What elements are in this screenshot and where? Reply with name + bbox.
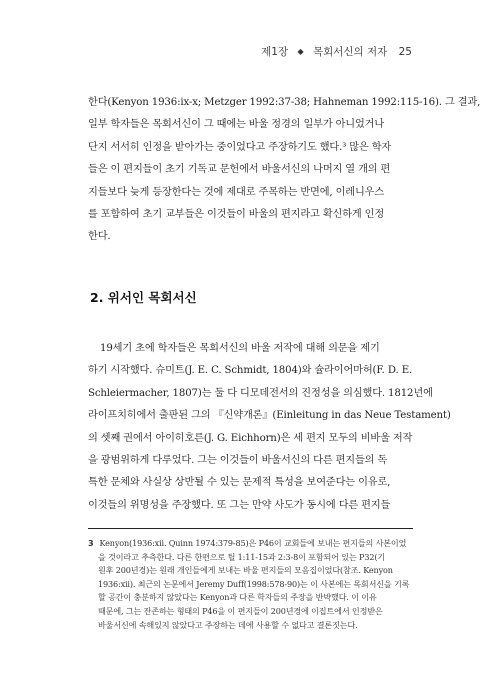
footnote-line: 1936:xii). 최근의 논문에서 Jeremy Duff(1998:578-90)는 이 사본에는 목회서신을 기록 <box>98 578 410 589</box>
paragraph-continuation <box>88 92 480 249</box>
text-line: 을 광범위하게 다루었다. 그는 이것들이 바울서신의 다른 편지들의 독 <box>88 454 388 466</box>
footnote-line: 때문에, 그는 잔존하는 형태의 P46을 이 편지들이 200년경에 이집트에서 인정받은 <box>98 605 383 616</box>
text-line: 지들보다 늦게 등장한다는 것에 제대로 주목하는 반면에, 이레니우스 <box>88 186 385 198</box>
section-title: 목회서신의 저자 <box>312 46 388 58</box>
footnote-text: Kenyon(1936:xii. Quinn 1974:379-85)은 P46이 교회들에 보내는 편지들의 사본이었 <box>99 538 407 548</box>
footnote-divider <box>88 528 413 529</box>
text-line: 19세기 초에 학자들은 목회서신의 바울 저작에 대해 의문을 제기 <box>100 343 380 354</box>
chapter-label: 제1장 <box>261 46 289 58</box>
page-number: 25 <box>398 46 412 58</box>
diamond-separator-icon: ◆ <box>297 47 304 56</box>
section-heading: 2. 위서인 목회서신 <box>90 290 197 305</box>
text-line: 하기 시작했다. 슈미트(J. E. C. Schmidt, 1804)와 슐라이어마허(F. D. E. <box>88 365 413 377</box>
footnote <box>88 537 413 632</box>
text-line: 들은 이 편지들이 초기 기독교 문헌에서 바울서신의 나머지 열 개의 편 <box>88 164 391 176</box>
text-line: 라이프치히에서 출판된 그의 『신약개론』(Einleitung in das Neue Testament) <box>88 410 451 422</box>
running-head <box>261 44 412 59</box>
text-line: 특한 문체와 사실상 상반될 수 있는 문제적 특성을 보여준다는 이유로, <box>88 477 391 489</box>
footnote-number: 3 <box>88 538 94 548</box>
text-line: Schleiermacher, 1807)는 둘 다 디모데전서의 진정성을 의심했다. 1812년에 <box>88 387 433 399</box>
paragraph-body <box>88 338 451 517</box>
text-line: 의 셋째 권에서 아이히호른(J. G. Eichhorn)은 세 편지 모두의 비바울 저작 <box>88 432 413 444</box>
text-line: 일부 학자들은 목회서신이 그 때에는 바울 정경의 일부가 아니었거나 <box>88 119 385 131</box>
footnote-line <box>88 537 413 551</box>
footnote-line: 을 것이라고 추측한다. 다른 한편으로 틸 1:11-15과 2:3-8이 포함되어 있는 P32(기 <box>98 551 385 562</box>
footnote-line: 할 공간이 충분하지 않았다는 Kenyon과 다른 학자들의 주장을 반박했다. 이 이유 <box>98 592 377 603</box>
text-line: 한다. <box>88 231 111 243</box>
footnote-line: 바울서신에 속해있지 않았다고 주장하는 데에 사용할 수 없다고 결론짓는다. <box>98 619 358 630</box>
text-line: 한다(Kenyon 1936:ix-x; Metzger 1992:37-38; Hahneman 1992:115-16). 그 결과, <box>88 97 480 108</box>
footnote-line: 원후 200년경)는 원래 개인들에게 보내는 바울 편지들의 모음집이었다(참조. Kenyon <box>98 565 393 576</box>
text-line: 단지 서서히 인정을 받아가는 중이었다고 주장하기도 했다.³ 많은 학자 <box>88 141 392 153</box>
text-line: 를 포함하여 초기 교부들은 이것들이 바울의 편지라고 확신하게 인정 <box>88 208 385 220</box>
text-line: 이것들의 위명성을 주장했다. 또 그는 만약 사도가 동시에 다른 편지들 <box>88 499 391 511</box>
